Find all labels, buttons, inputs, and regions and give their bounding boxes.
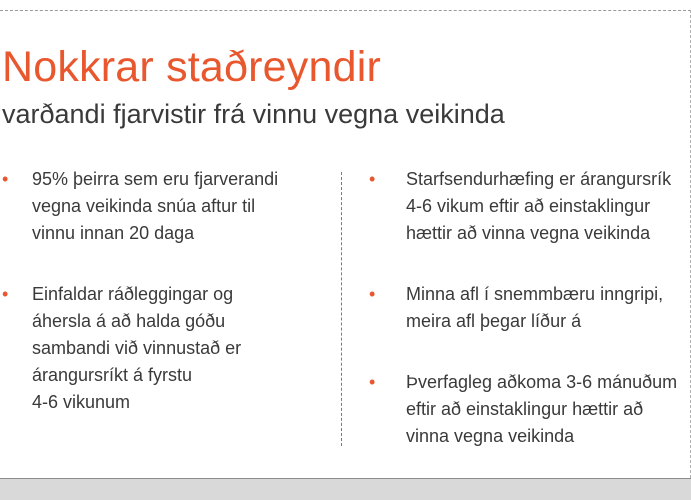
fact-line: Þverfagleg aðkoma 3-6 mánuðum	[406, 372, 678, 392]
page-subtitle: varðandi fjarvistir frá vinnu vegna veikinda	[2, 99, 505, 129]
facts-right-column	[362, 166, 691, 450]
bullet-icon: •	[369, 372, 376, 392]
fact-line: 4-6 vikunum	[32, 392, 131, 412]
fact-line: vinnu innan 20 daga	[32, 223, 195, 243]
fact-item	[362, 369, 691, 450]
bullet-icon: •	[2, 284, 9, 304]
column-divider	[341, 172, 342, 446]
top-dashed-rule	[0, 10, 691, 11]
fact-line: áhersla á að halda góðu	[32, 311, 226, 331]
fact-line: 95% þeirra sem eru fjarverandi	[32, 169, 279, 189]
fact-line: eftir að einstaklingur hættir að	[406, 399, 644, 419]
fact-item	[0, 281, 330, 416]
bullet-icon: •	[369, 169, 376, 189]
fact-line: vinna vegna veikinda	[406, 426, 575, 446]
fact-line: meira afl þegar líður á	[406, 311, 582, 331]
fact-line: vegna veikinda snúa aftur til	[32, 196, 256, 216]
fact-item	[362, 166, 691, 247]
fact-line: árangursríkt á fyrstu	[32, 365, 193, 385]
bullet-icon: •	[2, 169, 9, 189]
fact-line: Minna afl í snemmbæru inngripi,	[406, 284, 664, 304]
fact-item	[362, 281, 691, 335]
fact-line: Einfaldar ráðleggingar og	[32, 284, 234, 304]
fact-item	[0, 166, 330, 247]
fact-line: sambandi við vinnustað er	[32, 338, 242, 358]
fact-line: 4-6 vikum eftir að einstaklingur	[406, 196, 651, 216]
page-title: Nokkrar staðreyndir	[2, 43, 381, 91]
bottom-gray-bar	[0, 478, 691, 500]
bullet-icon: •	[369, 284, 376, 304]
fact-line: hættir að vinna vegna veikinda	[406, 223, 651, 243]
fact-line: Starfsendurhæfing er árangursrík	[406, 169, 672, 189]
facts-left-column	[0, 166, 330, 416]
